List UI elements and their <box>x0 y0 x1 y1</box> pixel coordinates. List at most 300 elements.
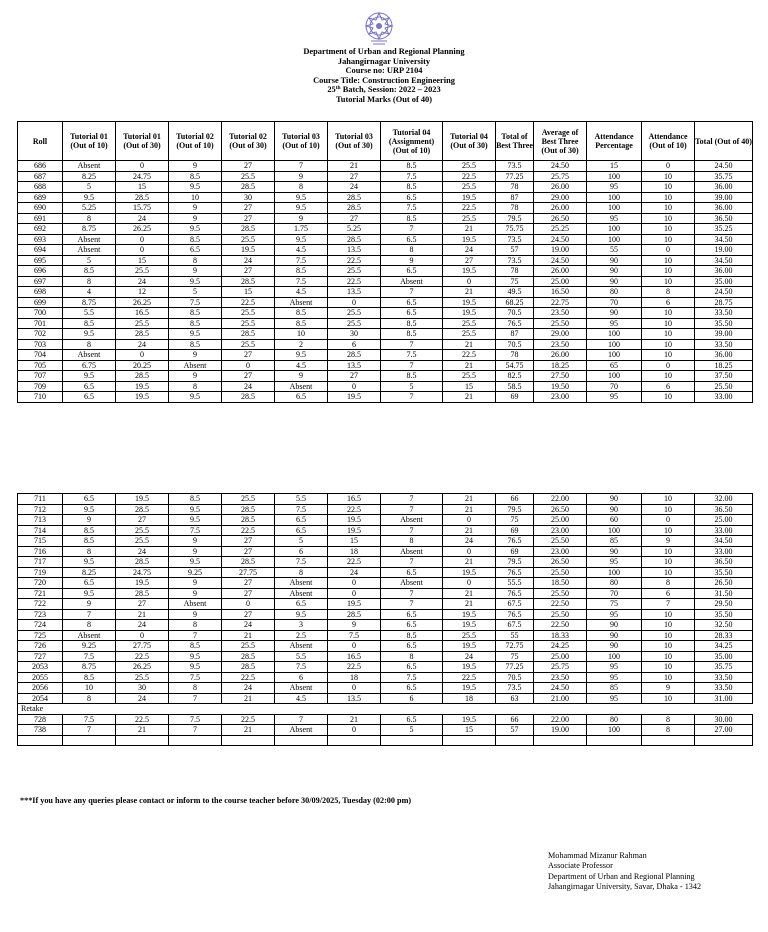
table-cell: 10 <box>642 662 695 673</box>
table-cell: 70 <box>587 297 642 308</box>
retake-label: Retake <box>18 704 63 715</box>
table-cell: 0 <box>116 630 169 641</box>
table-cell: 0 <box>328 683 381 694</box>
table-cell: 9.5 <box>169 557 222 568</box>
table-cell: 6.5 <box>381 662 443 673</box>
table-cell: 7 <box>381 287 443 298</box>
table-cell: 7.5 <box>381 672 443 683</box>
table-cell: 24.50 <box>534 161 587 172</box>
table-cell: 21 <box>222 693 275 704</box>
table-cell: 8 <box>169 255 222 266</box>
table-cell: 22.5 <box>328 662 381 673</box>
table-cell: 687 <box>18 171 63 182</box>
table-header-row <box>18 122 753 161</box>
table-cell: 21.00 <box>534 693 587 704</box>
table-row <box>18 255 753 266</box>
table-cell: 10 <box>642 693 695 704</box>
table-cell: 10 <box>642 371 695 382</box>
table-cell: 696 <box>18 266 63 277</box>
table-cell: 21 <box>443 504 496 515</box>
table-cell: 0 <box>443 546 496 557</box>
university-name: Jahangirnagar University <box>337 56 431 66</box>
table-cell: 26.00 <box>534 203 587 214</box>
table-cell: Absent <box>63 350 116 361</box>
table-cell: 713 <box>18 515 63 526</box>
table-cell: 24 <box>222 381 275 392</box>
column-header: Tutorial 04 (Out of 30) <box>443 122 496 161</box>
table-row <box>18 620 753 631</box>
table-cell: 55 <box>496 630 534 641</box>
table-cell: 25.00 <box>534 651 587 662</box>
table-cell: 66 <box>496 494 534 505</box>
table-cell: 25.5 <box>443 630 496 641</box>
table-cell: 19.5 <box>328 599 381 610</box>
table-cell: 5.5 <box>275 494 328 505</box>
table-cell: 70.5 <box>496 339 534 350</box>
table-cell: 77.25 <box>496 662 534 673</box>
table-cell: 21 <box>116 609 169 620</box>
table-row <box>18 297 753 308</box>
table-cell: 25.5 <box>116 525 169 536</box>
table-cell: 8.5 <box>63 525 116 536</box>
table-row <box>18 308 753 319</box>
teacher-title: Associate Professor <box>548 861 613 871</box>
table-cell: 28.5 <box>222 224 275 235</box>
table-cell: 25.50 <box>534 536 587 547</box>
table-cell: 21 <box>328 161 381 172</box>
table-cell: 7.5 <box>275 504 328 515</box>
table-cell: 21 <box>443 557 496 568</box>
table-cell: 0 <box>642 161 695 172</box>
table-cell: 16.50 <box>534 287 587 298</box>
table-cell: 8 <box>63 620 116 631</box>
table-cell: 714 <box>18 525 63 536</box>
table-cell: 0 <box>642 515 695 526</box>
table-cell: 57 <box>496 245 534 256</box>
table-cell: 36.50 <box>695 557 753 568</box>
table-cell: 80 <box>587 287 642 298</box>
table-cell: 6 <box>381 693 443 704</box>
table-cell: 13.5 <box>328 360 381 371</box>
table-row <box>18 672 753 683</box>
table-cell: 7 <box>381 224 443 235</box>
column-header: Tutorial 02 (Out of 10) <box>169 122 222 161</box>
table-cell: 0 <box>116 161 169 172</box>
table-cell: 90 <box>587 266 642 277</box>
table-cell: 7.5 <box>63 651 116 662</box>
table-cell: 13.5 <box>328 245 381 256</box>
table-cell: 688 <box>18 182 63 193</box>
table-cell: 30.00 <box>695 714 753 725</box>
table-cell: 8.5 <box>63 318 116 329</box>
table-row <box>18 318 753 329</box>
table-cell: 25.00 <box>534 276 587 287</box>
column-header: Tutorial 01 (Out of 30) <box>116 122 169 161</box>
table-cell: 699 <box>18 297 63 308</box>
table-cell: 9 <box>169 588 222 599</box>
table-cell: 2.5 <box>275 630 328 641</box>
table-cell: 19.5 <box>116 578 169 589</box>
table-cell: 19.5 <box>443 662 496 673</box>
table-cell: 25.00 <box>695 515 753 526</box>
table-cell: 25.5 <box>116 318 169 329</box>
table-cell: 9.5 <box>63 588 116 599</box>
table-row <box>18 182 753 193</box>
table-cell: 22.5 <box>328 255 381 266</box>
table-cell: 27 <box>222 266 275 277</box>
table-cell: 7 <box>381 392 443 403</box>
table-cell: 19.5 <box>443 297 496 308</box>
table-cell: 9 <box>275 213 328 224</box>
table-cell: 9.5 <box>169 329 222 340</box>
table-cell: 22.5 <box>116 651 169 662</box>
table-cell: 19.5 <box>443 714 496 725</box>
table-cell: 7.5 <box>381 171 443 182</box>
table-cell: 60 <box>587 515 642 526</box>
table-cell: 25.50 <box>534 588 587 599</box>
table-cell: 0 <box>328 588 381 599</box>
table-cell: 8 <box>381 651 443 662</box>
table-cell: 9 <box>169 161 222 172</box>
table-cell: 87 <box>496 329 534 340</box>
table-row <box>18 494 753 505</box>
empty-cell <box>534 735 587 746</box>
table-cell: Absent <box>63 234 116 245</box>
table-cell: Absent <box>381 276 443 287</box>
table-cell: 9 <box>381 255 443 266</box>
table-cell: 7 <box>275 714 328 725</box>
table-cell: 15 <box>116 182 169 193</box>
table-cell: 21 <box>443 599 496 610</box>
table-cell: 85 <box>587 536 642 547</box>
table-cell: 32.00 <box>695 494 753 505</box>
table-cell: 80 <box>587 578 642 589</box>
table-cell: 19.5 <box>443 641 496 652</box>
table-cell: 5 <box>169 287 222 298</box>
table-cell: 28.75 <box>695 297 753 308</box>
table-cell: 24.50 <box>534 255 587 266</box>
table-cell: 27 <box>328 171 381 182</box>
table-cell: 10 <box>642 672 695 683</box>
table-cell: 8 <box>63 339 116 350</box>
table-cell: 36.50 <box>695 504 753 515</box>
table-cell: 28.5 <box>222 182 275 193</box>
table-cell: 65 <box>587 360 642 371</box>
table-cell: 100 <box>587 567 642 578</box>
table-row <box>18 192 753 203</box>
table-cell: 7 <box>63 725 116 736</box>
table-cell: 24 <box>116 276 169 287</box>
batch-session-text: Batch, Session: 2022 – 2023 <box>340 85 441 95</box>
table-cell: 15 <box>587 161 642 172</box>
table-cell: 9.5 <box>169 504 222 515</box>
table-cell: 25.5 <box>116 672 169 683</box>
table-cell: 21 <box>443 588 496 599</box>
table-cell: 15 <box>443 381 496 392</box>
table-cell: 9.5 <box>275 234 328 245</box>
table-cell: 90 <box>587 630 642 641</box>
table-cell: 8 <box>63 213 116 224</box>
table-cell: 9.5 <box>169 392 222 403</box>
table-cell: 24.50 <box>534 234 587 245</box>
table-cell: 7.5 <box>275 557 328 568</box>
table-cell: 35.00 <box>695 276 753 287</box>
table-cell: 69 <box>496 546 534 557</box>
table-cell: 18.33 <box>534 630 587 641</box>
table-cell: 25.5 <box>443 371 496 382</box>
table-cell: 18 <box>328 546 381 557</box>
table-cell: 33.50 <box>695 672 753 683</box>
table-cell: 7.5 <box>381 350 443 361</box>
table-cell: 26.50 <box>534 213 587 224</box>
table-row <box>18 557 753 568</box>
table-cell: 8.5 <box>381 182 443 193</box>
table-cell: 3 <box>275 620 328 631</box>
table-cell: 726 <box>18 641 63 652</box>
table-cell: 21 <box>443 392 496 403</box>
table-cell: 21 <box>443 360 496 371</box>
table-cell: 24.50 <box>534 683 587 694</box>
table-cell: 10 <box>169 192 222 203</box>
empty-cell <box>642 735 695 746</box>
table-cell: 27.50 <box>534 371 587 382</box>
table-cell: 10 <box>63 683 116 694</box>
table-cell: 0 <box>116 350 169 361</box>
table-cell: 6.5 <box>381 683 443 694</box>
table-cell: 33.50 <box>695 683 753 694</box>
batch-number: 25 <box>327 85 336 95</box>
empty-row <box>18 735 753 746</box>
table-cell: 8 <box>642 287 695 298</box>
table-cell: 1.75 <box>275 224 328 235</box>
table-cell: 7 <box>169 630 222 641</box>
table-cell: 33.00 <box>695 546 753 557</box>
table-cell: 8 <box>63 693 116 704</box>
table-cell: 9 <box>169 350 222 361</box>
table-cell: 57 <box>496 725 534 736</box>
table-cell: 0 <box>328 297 381 308</box>
table-cell: 10 <box>642 329 695 340</box>
table-cell: 67.5 <box>496 599 534 610</box>
table-cell: 25.5 <box>328 266 381 277</box>
table-cell: 9 <box>169 609 222 620</box>
table-cell: 15.75 <box>116 203 169 214</box>
table-cell: 19.00 <box>534 725 587 736</box>
table-cell: 7.5 <box>169 525 222 536</box>
table-cell: 9 <box>169 578 222 589</box>
table-cell: 4 <box>63 287 116 298</box>
table-cell: 6.5 <box>381 567 443 578</box>
table-cell: 10 <box>642 546 695 557</box>
table-cell: 78 <box>496 266 534 277</box>
table-cell: 9.5 <box>63 504 116 515</box>
table-cell: 21 <box>222 630 275 641</box>
table-cell: 9.5 <box>63 192 116 203</box>
table-cell: 701 <box>18 318 63 329</box>
empty-cell <box>222 735 275 746</box>
table-row <box>18 683 753 694</box>
table-cell: 87 <box>496 192 534 203</box>
table-row <box>18 276 753 287</box>
table-cell: 33.50 <box>695 339 753 350</box>
table-cell: 36.00 <box>695 182 753 193</box>
table-cell: 28.5 <box>328 350 381 361</box>
table-cell: 9 <box>275 171 328 182</box>
table-cell: 10 <box>642 213 695 224</box>
table-row <box>18 213 753 224</box>
batch-suffix: th <box>335 85 341 92</box>
table-row <box>18 725 753 736</box>
empty-cell <box>63 735 116 746</box>
table-row <box>18 203 753 214</box>
table-cell: 26.50 <box>534 504 587 515</box>
table-cell: 717 <box>18 557 63 568</box>
table-cell: 30 <box>222 192 275 203</box>
table-cell: 5.25 <box>63 203 116 214</box>
table-cell: 2 <box>275 339 328 350</box>
table-cell: 9.5 <box>63 371 116 382</box>
department-title: Department of Urban and Regional Planning <box>303 47 465 56</box>
table-cell: 0 <box>116 245 169 256</box>
table-cell: 5 <box>275 536 328 547</box>
table-cell: 6.5 <box>381 192 443 203</box>
table-cell: 8 <box>169 683 222 694</box>
table-cell: 22.50 <box>534 620 587 631</box>
table-row <box>18 567 753 578</box>
table-cell: 6.5 <box>381 308 443 319</box>
column-header: Attendance (Out of 10) <box>642 122 695 161</box>
table-cell: 100 <box>587 350 642 361</box>
table-cell: 0 <box>328 641 381 652</box>
table-cell: 78 <box>496 203 534 214</box>
table-cell: 7.5 <box>63 714 116 725</box>
table-cell: 28.5 <box>328 234 381 245</box>
table-cell: 76.5 <box>496 588 534 599</box>
table-cell: 77.25 <box>496 171 534 182</box>
table-cell: 28.5 <box>222 651 275 662</box>
table-cell: 9 <box>275 371 328 382</box>
table-cell: 100 <box>587 725 642 736</box>
table-cell: 10 <box>642 192 695 203</box>
table-cell: 23.00 <box>534 392 587 403</box>
table-cell: 22.5 <box>328 276 381 287</box>
table-cell: 6 <box>275 672 328 683</box>
column-header: Tutorial 03 (Out of 30) <box>328 122 381 161</box>
table-cell: 10 <box>642 525 695 536</box>
table-cell: 95 <box>587 392 642 403</box>
table-cell: 39.00 <box>695 329 753 340</box>
table-cell: 33.00 <box>695 525 753 536</box>
table-cell: 24 <box>222 683 275 694</box>
table-cell: 724 <box>18 620 63 631</box>
table-cell: 10 <box>642 651 695 662</box>
table-cell: 28.5 <box>116 557 169 568</box>
table-cell: 25.5 <box>222 234 275 245</box>
empty-cell <box>381 735 443 746</box>
table-cell: 19.5 <box>443 620 496 631</box>
table-cell: 723 <box>18 609 63 620</box>
table-cell: 27 <box>222 213 275 224</box>
empty-cell <box>169 735 222 746</box>
table-cell: 100 <box>587 171 642 182</box>
column-header: Average of Best Three (Out of 30) <box>534 122 587 161</box>
table-cell: 36.00 <box>695 266 753 277</box>
table-cell: 9.25 <box>63 641 116 652</box>
table-cell: 24 <box>222 620 275 631</box>
table-cell: 8.5 <box>275 318 328 329</box>
table-cell: 79.5 <box>496 504 534 515</box>
table-cell: 8.75 <box>63 297 116 308</box>
table-cell: 8.5 <box>381 161 443 172</box>
table-cell: 19.5 <box>328 392 381 403</box>
table-cell: 34.25 <box>695 641 753 652</box>
marks-title: Tutorial Marks (Out of 40) <box>335 94 432 104</box>
table-cell: 100 <box>587 329 642 340</box>
table-cell: Absent <box>169 360 222 371</box>
table-cell: 79.5 <box>496 213 534 224</box>
table-cell: 6 <box>642 588 695 599</box>
table-cell: 24 <box>443 536 496 547</box>
table-cell: 90 <box>587 546 642 557</box>
table-cell: 100 <box>587 371 642 382</box>
table-cell: 34.50 <box>695 536 753 547</box>
table-cell: 27 <box>222 536 275 547</box>
table-cell: 24.75 <box>116 567 169 578</box>
table-cell: 28.5 <box>222 662 275 673</box>
table-cell: 28.5 <box>328 203 381 214</box>
table-cell: 9 <box>169 213 222 224</box>
table-cell: 7 <box>63 609 116 620</box>
table-cell: 33.50 <box>695 308 753 319</box>
table-cell: 721 <box>18 588 63 599</box>
table-cell: 76.5 <box>496 536 534 547</box>
marks-table-part2 <box>17 493 753 746</box>
table-cell: 7.5 <box>275 255 328 266</box>
table-cell: 0 <box>328 578 381 589</box>
table-cell: 23.50 <box>534 308 587 319</box>
table-cell: 95 <box>587 182 642 193</box>
table-cell: 7 <box>275 161 328 172</box>
table-cell: 9 <box>63 599 116 610</box>
table-cell: 23.00 <box>534 525 587 536</box>
table-cell: 8.5 <box>169 641 222 652</box>
table-cell: 27 <box>222 350 275 361</box>
table-cell: 9 <box>169 546 222 557</box>
table-cell: 19.00 <box>695 245 753 256</box>
table-cell: 24 <box>116 213 169 224</box>
column-header: Tutorial 01 (Out of 10) <box>63 122 116 161</box>
table-cell: 711 <box>18 494 63 505</box>
table-cell: 31.50 <box>695 588 753 599</box>
table-cell: 27 <box>116 599 169 610</box>
table-cell: 24.75 <box>116 171 169 182</box>
table-cell: 34.50 <box>695 234 753 245</box>
table-cell: 10 <box>642 182 695 193</box>
table-cell: 19.5 <box>222 245 275 256</box>
table-cell: 4.5 <box>275 287 328 298</box>
table-cell: 21 <box>116 725 169 736</box>
table-cell: 21 <box>443 494 496 505</box>
table-row <box>18 641 753 652</box>
table-row <box>18 588 753 599</box>
table-cell: 5 <box>381 381 443 392</box>
table-cell: 7 <box>381 557 443 568</box>
table-cell: 8.5 <box>169 171 222 182</box>
table-cell: 25.5 <box>116 266 169 277</box>
table-cell: 8.5 <box>169 339 222 350</box>
table-cell: 10 <box>642 318 695 329</box>
table-row <box>18 546 753 557</box>
